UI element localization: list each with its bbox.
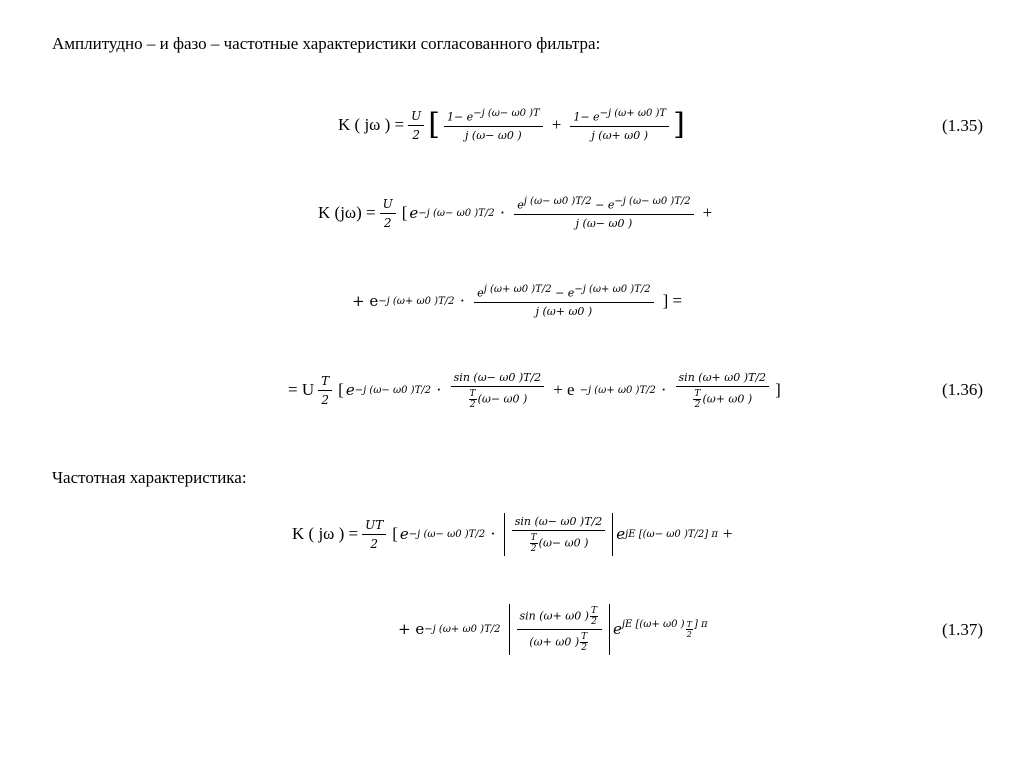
eq135-lhs: K ( jω ) =	[338, 115, 405, 134]
eq135-term2: $\frac{1- e-j (\omega+ \omega 0 )T}{j (\omega+ \omega 0 )}$	[570, 108, 669, 142]
equation-number-1-35: (1.35)	[942, 116, 984, 135]
equation-number-1-36: (1.36)	[942, 380, 984, 399]
left-bracket: [	[428, 107, 440, 142]
eq136-sinc1: sin (ω− ω0 )T/2 $\frac{T}{2}$ (ω− ω0 )	[451, 371, 545, 410]
right-bracket: ]	[673, 107, 685, 142]
equation-1-36: = U $\frac{T}{2}$ [ e −j (ω− ω0 )T/2 · sin (ω− ω0 )T/2 $\frac{T}{2}$ (ω− ω0 ) + e −j (ω+ ω0 )T/2 · sin (ω+ ω0 )T/2 $\frac{T}{2}$ (ω+ ω0 ) ]	[288, 370, 781, 410]
heading-amplitude-phase: Амплитудно – и фазо – частотные характеристики согласованного фильтра:	[52, 34, 601, 53]
eq-c-absolute-value: sin (ω− ω0 )T/2 $\frac{T}{2}$ (ω− ω0 )	[504, 513, 614, 556]
eq135-term1: $\frac{1- e-j (\omega- \omega 0 )T}{j (\omega- \omega 0 )}$	[444, 108, 543, 142]
equation-line-b: + e −j (ω+ ω0 )T/2 · $\frac{ej (\omega+ \omega 0 )T/2 - e-j (\omega+ \omega 0 )T/2}{j (\omega+ \omega 0 )}$ ] =	[352, 284, 683, 318]
equation-1-35: K ( jω ) = $\frac{U}{2}$ [ $\frac{1- e-j (\omega- \omega 0 )T}{j (\omega- \omega 0 )}$ + $\frac{1- e-j (\omega+ \omega 0 )T}{j (\omega+ \omega 0 )}$ ]	[338, 107, 685, 142]
equation-number-1-37: (1.37)	[942, 620, 984, 639]
equation-line-c: K ( jω ) = $\frac{UT}{2}$ [ e −j (ω− ω0 )T/2 · sin (ω− ω0 )T/2 $\frac{T}{2}$ (ω− ω0 ) e jE [(ω− ω0 )T/2] π +	[292, 514, 733, 554]
eq-b-fraction: $\frac{ej (\omega+ \omega 0 )T/2 - e-j (\omega+ \omega 0 )T/2}{j (\omega+ \omega 0 )}$	[474, 284, 653, 318]
heading-frequency-characteristic: Частотная характеристика:	[52, 468, 247, 487]
eq-a-fraction: $\frac{ej (\omega- \omega 0 )T/2 - e-j (\omega- \omega 0 )T/2}{j (\omega- \omega 0 )}$	[514, 196, 693, 230]
equation-line-a: K (jω) = $\frac{U}{2}$ [ e −j (ω− ω0 )T/2 · $\frac{ej (\omega- \omega 0 )T/2 - e-j (\omega- \omega 0 )T/2}{j (\omega- \omega 0 )}$ +	[318, 196, 713, 230]
eq135-coef: $\frac{U}{2}$	[408, 109, 424, 142]
eq136-sinc2: sin (ω+ ω0 )T/2 $\frac{T}{2}$ (ω+ ω0 )	[676, 371, 770, 410]
equation-1-37: + e −j (ω+ ω0 )T/2 sin (ω+ ω0 ) $\frac{T}{2}$ (ω+ ω0 ) $\frac{T}{2}$ e jE [(ω+ ω0 ) $\frac{T}{2}$ ] π	[398, 605, 708, 653]
eq137-absolute-value: sin (ω+ ω0 ) $\frac{T}{2}$ (ω+ ω0 ) $\frac{T}{2}$	[509, 604, 611, 655]
